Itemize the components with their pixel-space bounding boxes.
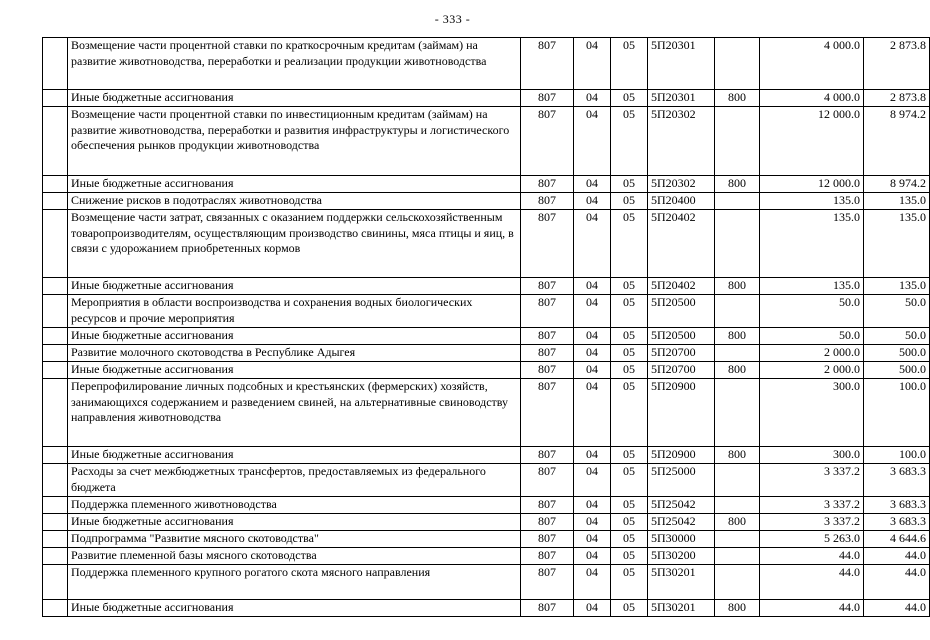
cell-ved: 807 <box>521 295 574 328</box>
table-row <box>43 362 930 379</box>
cell-rz: 04 <box>574 295 611 328</box>
cell-csr: 5П20500 <box>648 328 715 345</box>
table-row <box>43 565 930 600</box>
table-row <box>43 379 930 447</box>
table-row <box>43 345 930 362</box>
cell-sum-2: 100.0 <box>864 447 930 464</box>
cell-vr: 800 <box>715 328 760 345</box>
cell-csr: 5П30201 <box>648 600 715 617</box>
cell-csr: 5П30000 <box>648 531 715 548</box>
cell-sum-2: 3 683.3 <box>864 464 930 497</box>
cell-csr: 5П20301 <box>648 90 715 107</box>
cell-pr: 05 <box>611 600 648 617</box>
cell-rz: 04 <box>574 38 611 90</box>
row-name: Перепрофилирование личных подсобных и крестьянских (фермерских) хозяйств, занимающихся содержанием и разведением свиней, на альтернативные свиноводству направления животноводства <box>68 379 521 447</box>
cell-sum-1: 4 000.0 <box>760 90 864 107</box>
cell-sum-1: 300.0 <box>760 379 864 447</box>
cell-vr: 800 <box>715 278 760 295</box>
cell-vr: 800 <box>715 447 760 464</box>
cell-ved: 807 <box>521 514 574 531</box>
cell-vr <box>715 548 760 565</box>
cell-rz: 04 <box>574 362 611 379</box>
cell-rz: 04 <box>574 548 611 565</box>
cell-ved: 807 <box>521 600 574 617</box>
cell-sum-1: 12 000.0 <box>760 176 864 193</box>
table-row <box>43 193 930 210</box>
cell-csr: 5П20402 <box>648 210 715 278</box>
cell-vr <box>715 210 760 278</box>
cell-ved: 807 <box>521 531 574 548</box>
cell-vr <box>715 193 760 210</box>
cell-ved: 807 <box>521 90 574 107</box>
cell-csr: 5П30201 <box>648 565 715 600</box>
cell-sum-1: 44.0 <box>760 600 864 617</box>
cell-ved: 807 <box>521 328 574 345</box>
cell-pr: 05 <box>611 362 648 379</box>
cell-vr: 800 <box>715 176 760 193</box>
cell-sum-1: 3 337.2 <box>760 497 864 514</box>
cell-pr: 05 <box>611 278 648 295</box>
cell-pr: 05 <box>611 345 648 362</box>
cell-sum-2: 100.0 <box>864 379 930 447</box>
row-margin-cell <box>43 447 68 464</box>
cell-rz: 04 <box>574 379 611 447</box>
cell-pr: 05 <box>611 38 648 90</box>
cell-ved: 807 <box>521 345 574 362</box>
row-margin-cell <box>43 379 68 447</box>
cell-rz: 04 <box>574 90 611 107</box>
cell-vr <box>715 464 760 497</box>
cell-vr <box>715 345 760 362</box>
table-row <box>43 600 930 617</box>
cell-rz: 04 <box>574 600 611 617</box>
cell-sum-1: 44.0 <box>760 548 864 565</box>
cell-sum-1: 50.0 <box>760 328 864 345</box>
cell-ved: 807 <box>521 379 574 447</box>
cell-sum-2: 50.0 <box>864 328 930 345</box>
cell-vr <box>715 107 760 176</box>
cell-csr: 5П30200 <box>648 548 715 565</box>
cell-sum-2: 135.0 <box>864 278 930 295</box>
cell-csr: 5П20402 <box>648 278 715 295</box>
cell-csr: 5П20900 <box>648 447 715 464</box>
cell-ved: 807 <box>521 464 574 497</box>
cell-sum-2: 2 873.8 <box>864 38 930 90</box>
cell-rz: 04 <box>574 210 611 278</box>
cell-csr: 5П25042 <box>648 514 715 531</box>
cell-sum-2: 500.0 <box>864 345 930 362</box>
cell-csr: 5П20900 <box>648 379 715 447</box>
cell-csr: 5П20700 <box>648 345 715 362</box>
row-margin-cell <box>43 531 68 548</box>
cell-pr: 05 <box>611 328 648 345</box>
cell-sum-1: 2 000.0 <box>760 362 864 379</box>
row-name: Возмещение части процентной ставки по краткосрочным кредитам (займам) на развитие животноводства, переработки и реализации продукции животноводства <box>68 38 521 90</box>
row-name: Развитие молочного скотоводства в Республике Адыгея <box>68 345 521 362</box>
cell-rz: 04 <box>574 565 611 600</box>
row-name: Возмещение части процентной ставки по инвестиционным кредитам (займам) на развитие животноводства, переработки и развития инфраструктуры и логистического обеспечения рынков продукции животноводства <box>68 107 521 176</box>
table-row <box>43 548 930 565</box>
cell-vr <box>715 379 760 447</box>
row-name: Расходы за счет межбюджетных трансфертов, предоставляемых из федерального бюджета <box>68 464 521 497</box>
cell-pr: 05 <box>611 565 648 600</box>
cell-csr: 5П25000 <box>648 464 715 497</box>
cell-pr: 05 <box>611 497 648 514</box>
row-margin-cell <box>43 548 68 565</box>
cell-ved: 807 <box>521 447 574 464</box>
cell-sum-1: 135.0 <box>760 278 864 295</box>
cell-pr: 05 <box>611 107 648 176</box>
row-name: Подпрограмма "Развитие мясного скотоводства" <box>68 531 521 548</box>
cell-sum-2: 2 873.8 <box>864 90 930 107</box>
cell-vr <box>715 531 760 548</box>
cell-csr: 5П20302 <box>648 176 715 193</box>
table-row <box>43 107 930 176</box>
cell-rz: 04 <box>574 193 611 210</box>
cell-ved: 807 <box>521 38 574 90</box>
cell-csr: 5П20301 <box>648 38 715 90</box>
cell-sum-1: 50.0 <box>760 295 864 328</box>
cell-ved: 807 <box>521 193 574 210</box>
row-margin-cell <box>43 328 68 345</box>
cell-sum-1: 5 263.0 <box>760 531 864 548</box>
cell-rz: 04 <box>574 328 611 345</box>
row-name: Иные бюджетные ассигнования <box>68 278 521 295</box>
row-margin-cell <box>43 600 68 617</box>
row-name: Иные бюджетные ассигнования <box>68 514 521 531</box>
row-name: Возмещение части затрат, связанных с оказанием поддержки сельскохозяйственным товаропроизводителям, осуществляющим производство свинины, мяса птицы и яиц, в связи с удорожанием приобретенных кормов <box>68 210 521 278</box>
cell-rz: 04 <box>574 278 611 295</box>
cell-pr: 05 <box>611 548 648 565</box>
cell-pr: 05 <box>611 176 648 193</box>
cell-pr: 05 <box>611 210 648 278</box>
table-row <box>43 531 930 548</box>
cell-sum-1: 4 000.0 <box>760 38 864 90</box>
cell-rz: 04 <box>574 464 611 497</box>
table-row <box>43 278 930 295</box>
cell-csr: 5П20302 <box>648 107 715 176</box>
cell-pr: 05 <box>611 90 648 107</box>
cell-vr: 800 <box>715 514 760 531</box>
budget-table <box>42 37 930 617</box>
table-row <box>43 90 930 107</box>
cell-sum-2: 44.0 <box>864 565 930 600</box>
page-number: - 333 - <box>434 12 471 26</box>
row-margin-cell <box>43 210 68 278</box>
cell-ved: 807 <box>521 176 574 193</box>
row-margin-cell <box>43 193 68 210</box>
cell-vr <box>715 38 760 90</box>
cell-sum-2: 8 974.2 <box>864 176 930 193</box>
cell-ved: 807 <box>521 497 574 514</box>
cell-pr: 05 <box>611 193 648 210</box>
row-name: Иные бюджетные ассигнования <box>68 600 521 617</box>
cell-ved: 807 <box>521 565 574 600</box>
row-name: Иные бюджетные ассигнования <box>68 362 521 379</box>
cell-sum-1: 2 000.0 <box>760 345 864 362</box>
table-row <box>43 464 930 497</box>
cell-rz: 04 <box>574 447 611 464</box>
cell-sum-1: 3 337.2 <box>760 464 864 497</box>
table-row <box>43 295 930 328</box>
row-margin-cell <box>43 295 68 328</box>
table-row <box>43 38 930 90</box>
cell-sum-1: 135.0 <box>760 193 864 210</box>
row-margin-cell <box>43 90 68 107</box>
cell-rz: 04 <box>574 497 611 514</box>
cell-rz: 04 <box>574 514 611 531</box>
row-name: Иные бюджетные ассигнования <box>68 176 521 193</box>
cell-pr: 05 <box>611 447 648 464</box>
cell-sum-2: 8 974.2 <box>864 107 930 176</box>
cell-vr: 800 <box>715 90 760 107</box>
cell-csr: 5П20500 <box>648 295 715 328</box>
row-name: Иные бюджетные ассигнования <box>68 447 521 464</box>
cell-csr: 5П20700 <box>648 362 715 379</box>
cell-sum-2: 500.0 <box>864 362 930 379</box>
cell-vr <box>715 565 760 600</box>
cell-sum-2: 44.0 <box>864 600 930 617</box>
row-name: Развитие племенной базы мясного скотоводства <box>68 548 521 565</box>
cell-rz: 04 <box>574 531 611 548</box>
cell-rz: 04 <box>574 107 611 176</box>
table-row <box>43 514 930 531</box>
row-margin-cell <box>43 345 68 362</box>
cell-pr: 05 <box>611 531 648 548</box>
table-row <box>43 497 930 514</box>
table-row <box>43 328 930 345</box>
row-name: Поддержка племенного крупного рогатого скота мясного направления <box>68 565 521 600</box>
cell-sum-1: 135.0 <box>760 210 864 278</box>
row-margin-cell <box>43 176 68 193</box>
cell-rz: 04 <box>574 176 611 193</box>
row-margin-cell <box>43 497 68 514</box>
row-name: Мероприятия в области воспроизводства и сохранения водных биологических ресурсов и прочие мероприятия <box>68 295 521 328</box>
row-name: Снижение рисков в подотраслях животноводства <box>68 193 521 210</box>
cell-vr: 800 <box>715 362 760 379</box>
row-margin-cell <box>43 362 68 379</box>
row-margin-cell <box>43 464 68 497</box>
cell-sum-1: 300.0 <box>760 447 864 464</box>
cell-sum-2: 135.0 <box>864 210 930 278</box>
cell-rz: 04 <box>574 345 611 362</box>
row-name: Иные бюджетные ассигнования <box>68 90 521 107</box>
table-row <box>43 210 930 278</box>
cell-csr: 5П25042 <box>648 497 715 514</box>
row-margin-cell <box>43 278 68 295</box>
cell-ved: 807 <box>521 107 574 176</box>
table-row <box>43 447 930 464</box>
cell-ved: 807 <box>521 210 574 278</box>
cell-sum-2: 3 683.3 <box>864 497 930 514</box>
cell-sum-2: 4 644.6 <box>864 531 930 548</box>
row-margin-cell <box>43 565 68 600</box>
row-margin-cell <box>43 514 68 531</box>
cell-sum-2: 50.0 <box>864 295 930 328</box>
row-name: Иные бюджетные ассигнования <box>68 328 521 345</box>
cell-pr: 05 <box>611 295 648 328</box>
cell-sum-1: 44.0 <box>760 565 864 600</box>
cell-ved: 807 <box>521 278 574 295</box>
cell-csr: 5П20400 <box>648 193 715 210</box>
cell-pr: 05 <box>611 514 648 531</box>
cell-sum-1: 3 337.2 <box>760 514 864 531</box>
cell-pr: 05 <box>611 379 648 447</box>
table-row <box>43 176 930 193</box>
row-margin-cell <box>43 107 68 176</box>
cell-sum-1: 12 000.0 <box>760 107 864 176</box>
cell-sum-2: 3 683.3 <box>864 514 930 531</box>
cell-vr: 800 <box>715 600 760 617</box>
row-name: Поддержка племенного животноводства <box>68 497 521 514</box>
cell-vr <box>715 295 760 328</box>
row-margin-cell <box>43 38 68 90</box>
cell-vr <box>715 497 760 514</box>
cell-sum-2: 44.0 <box>864 548 930 565</box>
cell-ved: 807 <box>521 548 574 565</box>
cell-sum-2: 135.0 <box>864 193 930 210</box>
cell-pr: 05 <box>611 464 648 497</box>
cell-ved: 807 <box>521 362 574 379</box>
